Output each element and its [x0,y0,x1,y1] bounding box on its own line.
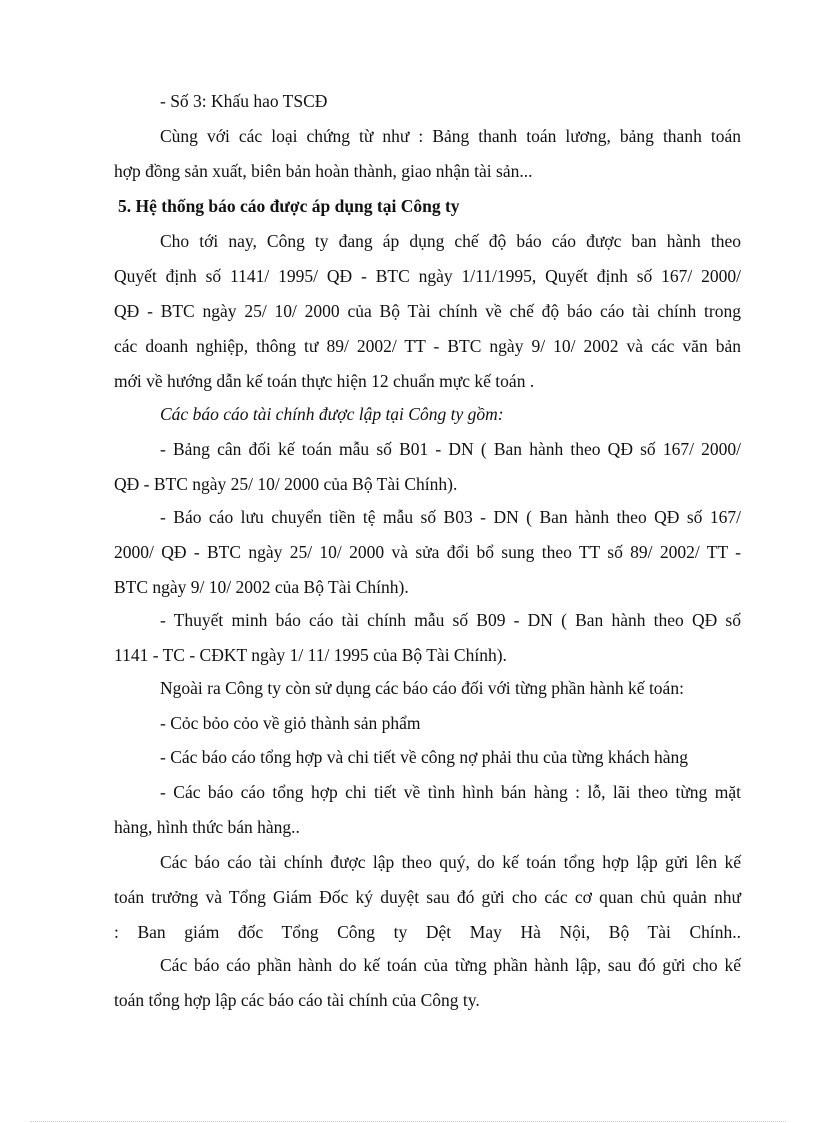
text-line: hàng, hình thức bán hàng.. [114,817,300,837]
text-line: : Ban giám đốc Tổng Công ty Dệt May Hà Nội, Bộ Tài Chính.. [114,922,741,942]
text-line: Quyết định số 1141/ 1995/ QĐ - BTC ngày 1/11/1995, Quyết định số 167/ 2000/ [114,266,741,286]
text-line: Các báo cáo phần hành do kế toán của từng phần hành lập, sau đó gửi cho kế [160,955,741,975]
text-line: hợp đồng sản xuất, biên bản hoàn thành, giao nhận tài sản... [114,161,533,181]
text-line: QĐ - BTC ngày 25/ 10/ 2000 của Bộ Tài Chính). [114,474,458,494]
text-line: BTC ngày 9/ 10/ 2002 của Bộ Tài Chính). [114,577,409,597]
text-line: mới về hướng dẫn kế toán thực hiện 12 chuẩn mực kế toán . [114,371,535,391]
text-line: 1141 - TC - CĐKT ngày 1/ 11/ 1995 của Bộ Tài Chính). [114,645,507,665]
text-line: Ngoài ra Công ty còn sử dụng các báo cáo đối với từng phần hành kế toán: [160,678,684,698]
text-line: - Bảng cân đối kế toán mẫu số B01 - DN ( Ban hành theo QĐ số 167/ 2000/ [160,439,741,459]
text-line: toán trưởng và Tổng Giám Đốc ký duyệt sau đó gửi cho các cơ quan chủ quản như [114,887,741,907]
italic-subheading: Các báo cáo tài chính được lập tại Công ty gồm: [160,404,504,424]
text-line: Cho tới nay, Công ty đang áp dụng chế độ báo cáo được ban hành theo [160,231,741,251]
text-line: - Các báo cáo tổng hợp và chi tiết về công nợ phải thu của từng khách hàng [160,747,689,767]
text-line: - Các báo cáo tổng hợp chi tiết về tình hình bán hàng : lỗ, lãi theo từng mặt [160,782,741,802]
page-divider [30,1121,786,1122]
text-line: - Báo cáo lưu chuyển tiền tệ mẫu số B03 - DN ( Ban hành theo QĐ số 167/ [160,507,741,527]
text-line: Các báo cáo tài chính được lập theo quý, do kế toán tổng hợp lập gửi lên kế [160,852,741,872]
text-line: - Cỏc bỏo cỏo về giỏ thành sản phẩm [160,713,421,733]
text-line: - Số 3: Khấu hao TSCĐ [160,91,328,111]
text-line: 2000/ QĐ - BTC ngày 25/ 10/ 2000 và sửa đổi bổ sung theo TT số 89/ 2002/ TT - [114,542,741,562]
text-line: Cùng với các loại chứng từ như : Bảng thanh toán lương, bảng thanh toán [160,126,741,146]
text-line: QĐ - BTC ngày 25/ 10/ 2000 của Bộ Tài chính về chế độ báo cáo tài chính trong [114,301,741,321]
text-line: toán tổng hợp lập các báo cáo tài chính của Công ty. [114,990,480,1010]
text-line: - Thuyết minh báo cáo tài chính mẫu số B09 - DN ( Ban hành theo QĐ số [160,610,741,630]
section-heading: 5. Hệ thống báo cáo được áp dụng tại Công ty [118,196,460,216]
text-line: các doanh nghiệp, thông tư 89/ 2002/ TT - BTC ngày 9/ 10/ 2002 và các văn bản [114,336,741,356]
